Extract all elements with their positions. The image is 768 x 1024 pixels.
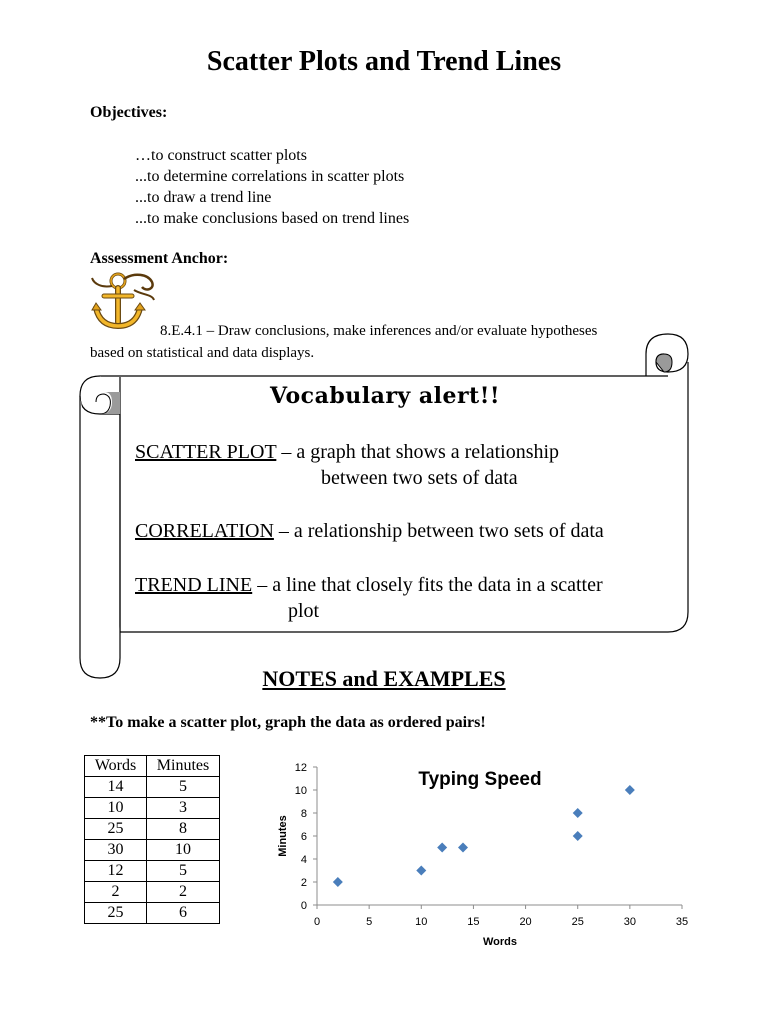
objective-item: ...to make conclusions based on trend lines xyxy=(135,210,410,227)
objective-item: …to construct scatter plots xyxy=(135,147,307,164)
y-tick-label: 0 xyxy=(300,900,307,912)
table-cell: 5 xyxy=(147,861,220,882)
objective-item: ...to draw a trend line xyxy=(135,189,272,206)
table-row xyxy=(85,882,220,903)
table-row xyxy=(85,840,220,861)
table-cell: 2 xyxy=(85,882,147,903)
table-cell: 3 xyxy=(147,798,220,819)
table-header-cell: Words xyxy=(85,756,147,777)
table-row xyxy=(85,903,220,924)
vocab-definition: – a graph that shows a relationship xyxy=(276,441,560,463)
assessment-anchor-line: 8.E.4.1 – Draw conclusions, make inferences and/or evaluate hypotheses xyxy=(160,323,598,339)
objectives-heading: Objectives: xyxy=(90,104,168,121)
data-point xyxy=(573,831,583,841)
data-point xyxy=(333,877,343,887)
y-tick-label: 10 xyxy=(294,785,307,797)
table-header-row xyxy=(85,756,220,777)
table-cell: 5 xyxy=(147,777,220,798)
data-table xyxy=(84,755,220,924)
data-point xyxy=(625,785,635,795)
table-cell: 14 xyxy=(85,777,147,798)
table-row xyxy=(85,819,220,840)
vocab-item-scatter-plot xyxy=(135,439,675,491)
table-row xyxy=(85,777,220,798)
scatter-instruction: **To make a scatter plot, graph the data as ordered pairs! xyxy=(90,714,486,731)
y-tick-label: 12 xyxy=(294,762,307,774)
page-title: Scatter Plots and Trend Lines xyxy=(206,46,562,77)
notes-title: NOTES and EXAMPLES xyxy=(262,666,506,691)
y-tick-label: 2 xyxy=(300,877,307,889)
data-point xyxy=(437,843,447,853)
x-tick-label: 25 xyxy=(571,916,584,928)
y-tick-label: 8 xyxy=(300,808,307,820)
vocab-definition-cont: between two sets of data xyxy=(321,467,518,489)
vocab-item-trend-line xyxy=(135,572,685,624)
vocab-item-correlation xyxy=(135,518,685,544)
x-tick-label: 20 xyxy=(519,916,532,928)
vocab-definition: – a line that closely fits the data in a scatter xyxy=(252,574,603,596)
assessment-anchor-line: based on statistical and data displays. xyxy=(90,345,315,361)
chart-title: Typing Speed xyxy=(418,769,542,790)
x-tick-label: 15 xyxy=(467,916,480,928)
data-point xyxy=(416,866,426,876)
objectives-list xyxy=(135,145,409,229)
table-cell: 10 xyxy=(85,798,147,819)
assessment-heading: Assessment Anchor: xyxy=(90,250,229,267)
table-cell: 12 xyxy=(85,861,147,882)
x-tick-label: 5 xyxy=(366,916,373,928)
x-axis-label: Words xyxy=(482,936,518,948)
vocab-definition-cont: plot xyxy=(288,600,320,622)
table-header-cell: Minutes xyxy=(147,756,220,777)
y-axis-label: Minutes xyxy=(277,815,289,857)
y-tick-label: 4 xyxy=(300,854,307,866)
table-cell: 25 xyxy=(85,819,147,840)
x-tick-label: 35 xyxy=(675,916,689,928)
table-cell: 10 xyxy=(147,840,220,861)
table-cell: 8 xyxy=(147,819,220,840)
table-cell: 25 xyxy=(85,903,147,924)
table-cell: 6 xyxy=(147,903,220,924)
y-tick-label: 6 xyxy=(300,831,307,843)
objective-item: ...to determine correlations in scatter plots xyxy=(135,168,405,185)
vocab-term: TREND LINE xyxy=(135,574,253,596)
data-point xyxy=(573,808,583,818)
data-point xyxy=(458,843,468,853)
table-row xyxy=(85,798,220,819)
x-tick-label: 30 xyxy=(623,916,636,928)
vocabulary-title: Vocabulary alert!! xyxy=(269,383,501,409)
vocab-term: SCATTER PLOT xyxy=(135,441,277,463)
x-tick-label: 10 xyxy=(415,916,428,928)
vocab-term: CORRELATION xyxy=(135,520,274,542)
x-tick-label: 0 xyxy=(313,916,321,928)
table-row xyxy=(85,861,220,882)
vocab-definition: – a relationship between two sets of data xyxy=(273,520,604,542)
table-cell: 2 xyxy=(147,882,220,903)
typing-speed-chart xyxy=(270,755,700,955)
table-cell: 30 xyxy=(85,840,147,861)
